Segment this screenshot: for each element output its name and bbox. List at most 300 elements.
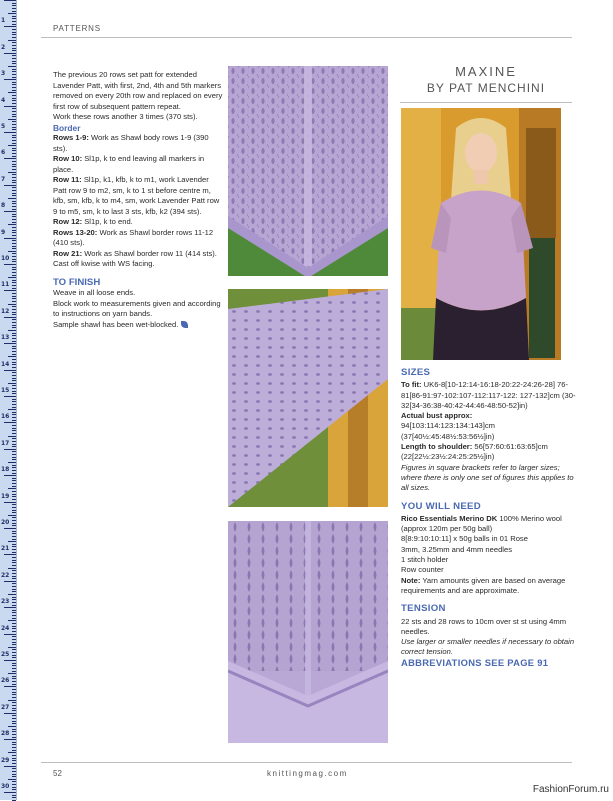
instructions-column (53, 70, 223, 330)
tension-note: Use larger or smaller needles if necessary to obtain correct tension. (401, 637, 575, 657)
ruler-tick (12, 71, 16, 72)
ruler-tick (12, 137, 16, 138)
ruler-tick (4, 739, 16, 740)
ruler-tick (12, 3, 16, 4)
ruler-tick (12, 628, 16, 629)
ruler-tick (12, 230, 16, 231)
ruler-tick (12, 797, 16, 798)
ruler-tick (12, 82, 16, 83)
ruler-tick (8, 726, 16, 727)
ruler-number: 9 (1, 228, 6, 236)
ruler-tick (12, 114, 16, 115)
ruler-tick (12, 417, 16, 418)
ruler-tick (12, 16, 16, 17)
ruler-tick (12, 781, 16, 782)
ruler-tick (8, 515, 16, 516)
ruler-tick (12, 454, 16, 455)
ruler-tick (4, 449, 16, 450)
ruler-tick (12, 293, 16, 294)
ruler-tick (12, 721, 16, 722)
ruler-tick (12, 760, 16, 761)
ruler-tick (12, 605, 16, 606)
ruler-tick (12, 428, 16, 429)
ruler-tick (12, 359, 16, 360)
ruler-tick (4, 528, 16, 529)
ruler-tick (12, 322, 16, 323)
ruler-tick (4, 475, 16, 476)
ruler-tick (8, 436, 16, 437)
ruler-tick (12, 702, 16, 703)
ruler-tick (12, 388, 16, 389)
ruler-tick (12, 282, 16, 283)
ruler-tick (8, 304, 16, 305)
ruler-tick (12, 261, 16, 262)
ruler-tick (12, 338, 16, 339)
ruler-tick (12, 32, 16, 33)
ruler-tick (12, 639, 16, 640)
ruler-number: 19 (1, 492, 10, 500)
ruler-tick (12, 684, 16, 685)
ruler-tick (12, 58, 16, 59)
ruler-tick (4, 792, 16, 793)
ruler-tick (12, 232, 16, 233)
ruler-tick (12, 483, 16, 484)
ruler-tick (12, 219, 16, 220)
ruler-tick (8, 647, 16, 648)
ruler-tick (12, 789, 16, 790)
ruler-tick (12, 69, 16, 70)
ruler-tick (12, 457, 16, 458)
ruler-tick (12, 269, 16, 270)
ruler-tick (12, 496, 16, 497)
ruler-tick (12, 539, 16, 540)
ruler-number: 29 (1, 756, 10, 764)
ruler-tick (12, 663, 16, 664)
ruler-tick (8, 13, 16, 14)
ruler-tick (12, 747, 16, 748)
ruler-tick (12, 467, 16, 468)
ruler-tick (12, 87, 16, 88)
ruler-tick (12, 124, 16, 125)
ruler-number: 30 (1, 783, 10, 790)
specifications-column (401, 368, 579, 668)
ruler-tick (12, 486, 16, 487)
ruler-tick (12, 795, 16, 796)
ruler-tick (12, 642, 16, 643)
ruler-tick (12, 510, 16, 511)
ruler-tick (12, 597, 16, 598)
ruler-tick (12, 615, 16, 616)
ruler-tick (12, 248, 16, 249)
ruler-tick (12, 90, 16, 91)
watermark-text: FashionForum.ru (532, 784, 609, 795)
ruler-tick (12, 372, 16, 373)
you-will-need-heading: YOU WILL NEED (401, 500, 481, 512)
ruler-tick (8, 488, 16, 489)
ruler-tick (8, 700, 16, 701)
ruler-tick (12, 576, 16, 577)
ruler-tick (4, 607, 16, 608)
ruler-tick (12, 288, 16, 289)
pattern-title: MAXINE (455, 64, 517, 79)
ruler-tick (12, 599, 16, 600)
yarn-text: Rico Essentials Merino DK 100% Merino wool (approx 120m per 50g ball) (401, 513, 562, 534)
ruler-tick (12, 391, 16, 392)
ruler-tick (12, 636, 16, 637)
ruler-tick (12, 100, 16, 101)
ruler-number: 13 (1, 334, 10, 342)
finish-line: Sample shawl has been wet-blocked. (53, 320, 223, 331)
ruler-tick (12, 494, 16, 495)
ruler-tick (12, 77, 16, 78)
ruler-tick (12, 18, 16, 19)
ruler-tick (12, 354, 16, 355)
ruler-tick (12, 560, 16, 561)
ruler-tick (12, 148, 16, 149)
ruler-tick (12, 161, 16, 162)
ruler-tick (12, 169, 16, 170)
ruler-tick (12, 246, 16, 247)
ruler-tick (12, 253, 16, 254)
pattern-title-block (400, 64, 572, 95)
ruler-number: 11 (1, 281, 10, 289)
ruler-tick (12, 737, 16, 738)
finish-heading: TO FINISH (53, 276, 101, 288)
ruler-tick (12, 414, 16, 415)
ruler-tick (12, 222, 16, 223)
ruler-number: 26 (1, 677, 10, 685)
ruler-tick (12, 84, 16, 85)
ruler-tick (12, 111, 16, 112)
ruler-tick (12, 523, 16, 524)
row-instruction: Row 21: Work as Shawl border row 11 (414 sts). (53, 248, 217, 258)
ruler-tick (12, 444, 16, 445)
ruler-tick (12, 787, 16, 788)
ruler-tick (12, 517, 16, 518)
ruler-number: 22 (1, 571, 10, 579)
ruler-tick (8, 119, 16, 120)
ruler-tick (12, 306, 16, 307)
ruler-number: 17 (1, 439, 10, 447)
ruler-number: 21 (1, 545, 10, 553)
ruler-tick (12, 591, 16, 592)
ruler-tick (12, 256, 16, 257)
ruler-tick (12, 407, 16, 408)
row-instruction: Row 11: Sl1p, k1, kfb, k to m1, work Lavender Patt row 9 to m2, sm, k to 1 st before centre m, kfb, sm, kfb, k to m4, sm, work Lavender Patt row 9 to m5, sm, k to last 3 sts, kfb, k2 (394 sts). (53, 175, 220, 216)
ruler-tick (8, 198, 16, 199)
title-divider (400, 102, 572, 103)
ruler-tick (12, 367, 16, 368)
ruler-tick (12, 380, 16, 381)
ruler-tick (12, 375, 16, 376)
ruler-tick (12, 55, 16, 56)
ruler-tick (12, 61, 16, 62)
cast-off-text: Cast off kwise with WS facing. (53, 259, 155, 268)
ruler-number: 3 (1, 70, 6, 78)
ruler-tick (12, 425, 16, 426)
ruler-tick (12, 296, 16, 297)
ruler-number: 5 (1, 123, 6, 130)
ruler-tick (4, 766, 16, 767)
ruler-tick (12, 108, 16, 109)
ruler-tick (8, 92, 16, 93)
ruler-tick (12, 393, 16, 394)
ruler-number: 2 (1, 43, 6, 51)
ruler-tick (12, 312, 16, 313)
ruler-tick (12, 129, 16, 130)
ruler-tick (12, 267, 16, 268)
ruler-tick (12, 438, 16, 439)
shawl-photo-middle (228, 289, 388, 507)
ruler-tick (8, 541, 16, 542)
ruler-tick (12, 478, 16, 479)
ruler-tick (4, 185, 16, 186)
ruler-tick (12, 512, 16, 513)
ruler-number: 6 (1, 149, 6, 157)
ruler-tick (12, 665, 16, 666)
website-url[interactable]: knittingmag.com (267, 769, 348, 778)
ruler-tick (12, 549, 16, 550)
need-line: 3mm, 3.25mm and 4mm needles (401, 544, 512, 554)
ruler-tick (12, 758, 16, 759)
ruler-tick (8, 620, 16, 621)
ruler-tick (12, 42, 16, 43)
ruler-tick (12, 272, 16, 273)
ruler-tick (12, 504, 16, 505)
ruler-tick (12, 655, 16, 656)
ruler-tick (4, 26, 16, 27)
ruler-tick (12, 209, 16, 210)
ruler-tick (12, 11, 16, 12)
ruler-tick (12, 121, 16, 122)
need-line: Row counter (401, 565, 444, 575)
ruler-tick (8, 40, 16, 41)
ruler-tick (12, 298, 16, 299)
ruler-tick (8, 66, 16, 67)
ruler-tick (12, 589, 16, 590)
section-label: PATTERNS (53, 24, 101, 33)
intro-text: The previous 20 rows set patt for extended Lavender Patt, with first, 2nd, 4th and 5th markers removed on every 20th row and replaced on every first row of subsequent pattern repeat. (53, 70, 223, 111)
ruler-tick (12, 744, 16, 745)
ruler-tick (12, 718, 16, 719)
ruler-tick (12, 723, 16, 724)
to-fit-text: To fit: UK6-8[10-12:14-16:18-20:22-24:26-28] 76-81[86-91:97-102:107-112:117-122: 127-132]cm (30-32[34-36:38-40:42-44:46-48:50-52]in) (401, 380, 576, 410)
ruler-tick (12, 710, 16, 711)
ruler-tick (12, 586, 16, 587)
ruler-tick (8, 673, 16, 674)
ruler-tick (12, 557, 16, 558)
ruler-tick (8, 172, 16, 173)
sizes-heading: SIZES (401, 367, 431, 378)
ruler-tick (12, 612, 16, 613)
ruler-tick (12, 533, 16, 534)
finish-line: Weave in all loose ends. (53, 288, 136, 297)
page-number: 52 (53, 769, 62, 778)
designer-byline: BY PAT MENCHINI (426, 81, 546, 95)
ruler-tick (12, 243, 16, 244)
ruler-tick (4, 238, 16, 239)
bust-text: 94[103:114:123:134:143]cm (37[40½:45:48½:53:56½]in) (401, 421, 496, 441)
ruler-tick (12, 285, 16, 286)
ruler-tick (12, 327, 16, 328)
ruler-tick (12, 708, 16, 709)
ruler-tick (12, 697, 16, 698)
ruler-tick (12, 259, 16, 260)
ruler-tick (8, 251, 16, 252)
ruler-tick (12, 784, 16, 785)
ruler-number: 14 (1, 360, 10, 368)
ruler-tick (12, 755, 16, 756)
ruler-tick (12, 499, 16, 500)
ruler-tick (12, 177, 16, 178)
ruler-tick (4, 158, 16, 159)
ruler-number: 1 (1, 17, 6, 25)
ruler-tick (8, 779, 16, 780)
ruler-tick (12, 309, 16, 310)
ruler-tick (12, 626, 16, 627)
ruler-tick (12, 103, 16, 104)
ruler-tick (12, 29, 16, 30)
bust-label: Actual bust approx: (401, 411, 473, 421)
ruler-tick (12, 565, 16, 566)
ruler-tick (12, 74, 16, 75)
ruler-tick (12, 140, 16, 141)
ruler-tick (12, 95, 16, 96)
ruler-tick (4, 53, 16, 54)
ruler-tick (12, 531, 16, 532)
ruler-tick (4, 660, 16, 661)
ruler-tick (12, 150, 16, 151)
ruler-tick (12, 562, 16, 563)
ruler-tick (4, 106, 16, 107)
ruler-tick (12, 583, 16, 584)
ruler-tick (12, 280, 16, 281)
ruler-number: 12 (1, 307, 10, 315)
length-text: Length to shoulder: 56[57:60:61:63:65]cm (22[22½:23½:24:25:25½]in) (401, 442, 548, 462)
ruler-tick (12, 143, 16, 144)
ruler-tick (12, 676, 16, 677)
ruler-tick (12, 734, 16, 735)
tension-text: 22 sts and 28 rows to 10cm over st st using 4mm needles. (401, 616, 567, 636)
ruler-tick (12, 5, 16, 6)
ruler-tick (8, 145, 16, 146)
ruler-tick (12, 193, 16, 194)
ruler-number: 8 (1, 202, 6, 210)
ruler-tick (4, 343, 16, 344)
ruler-tick (12, 536, 16, 537)
ruler-tick (12, 399, 16, 400)
need-line: 1 stitch holder (401, 555, 449, 565)
ruler-tick (8, 383, 16, 384)
ruler-tick (12, 385, 16, 386)
ruler-tick (12, 763, 16, 764)
ruler-tick (12, 451, 16, 452)
ruler-tick (12, 187, 16, 188)
measuring-ruler (0, 0, 17, 800)
ruler-tick (8, 356, 16, 357)
ruler-tick (8, 224, 16, 225)
ruler-tick (4, 581, 16, 582)
border-heading: Border (53, 122, 81, 133)
ruler-number: 16 (1, 413, 10, 421)
ruler-tick (8, 462, 16, 463)
ruler-tick (12, 480, 16, 481)
ruler-number: 24 (1, 624, 10, 632)
ruler-tick (12, 771, 16, 772)
ruler-tick (12, 404, 16, 405)
ruler-tick (12, 578, 16, 579)
ruler-tick (12, 48, 16, 49)
abbreviations-link[interactable]: ABBREVIATIONS SEE PAGE 91 (401, 656, 549, 668)
ruler-tick (12, 570, 16, 571)
ruler-tick (12, 190, 16, 191)
ruler-tick (12, 116, 16, 117)
ruler-tick (4, 396, 16, 397)
ruler-tick (12, 174, 16, 175)
ruler-tick (12, 341, 16, 342)
ruler-tick (12, 657, 16, 658)
ruler-tick (12, 692, 16, 693)
ruler-tick (12, 729, 16, 730)
ruler-tick (12, 689, 16, 690)
ruler-tick (12, 525, 16, 526)
ruler-tick (8, 568, 16, 569)
ruler-tick (12, 34, 16, 35)
ruler-tick (8, 409, 16, 410)
ruler-tick (12, 652, 16, 653)
ruler-tick (12, 433, 16, 434)
ruler-number: 4 (1, 96, 6, 104)
ruler-tick (12, 552, 16, 553)
ruler-tick (4, 422, 16, 423)
yarn-note: Note: Yarn amounts given are based on average requirements and are approximate. (401, 575, 566, 595)
ruler-tick (12, 364, 16, 365)
ruler-tick (12, 602, 16, 603)
row-instruction: Row 12: Sl1p, k to end. (53, 217, 133, 226)
ruler-tick (12, 346, 16, 347)
ruler-tick (12, 731, 16, 732)
ruler-tick (12, 195, 16, 196)
ruler-number: 27 (1, 703, 10, 711)
model-photo (401, 108, 561, 360)
ruler-tick (12, 430, 16, 431)
ruler-tick (12, 37, 16, 38)
ruler-tick (12, 750, 16, 751)
ruler-tick (12, 275, 16, 276)
ruler-tick (12, 459, 16, 460)
ruler-number: 10 (1, 255, 10, 262)
ruler-tick (12, 216, 16, 217)
ruler-tick (12, 681, 16, 682)
row-instruction: Row 10: Sl1p, k to end leaving all markers in place. (53, 154, 205, 174)
ruler-tick (12, 644, 16, 645)
ruler-tick (12, 671, 16, 672)
finish-line: Block work to measurements given and according to instructions on yarn bands. (53, 298, 221, 318)
ruler-tick (12, 446, 16, 447)
ruler-tick (12, 618, 16, 619)
ruler-tick (12, 623, 16, 624)
footer-divider (41, 762, 572, 763)
ruler-tick (12, 240, 16, 241)
ruler-tick (12, 573, 16, 574)
ruler-tick (12, 705, 16, 706)
ruler-tick (4, 686, 16, 687)
ruler-tick (12, 180, 16, 181)
ruler-tick (4, 290, 16, 291)
ruler-tick (12, 649, 16, 650)
ruler-tick (12, 21, 16, 22)
ruler-tick (8, 330, 16, 331)
